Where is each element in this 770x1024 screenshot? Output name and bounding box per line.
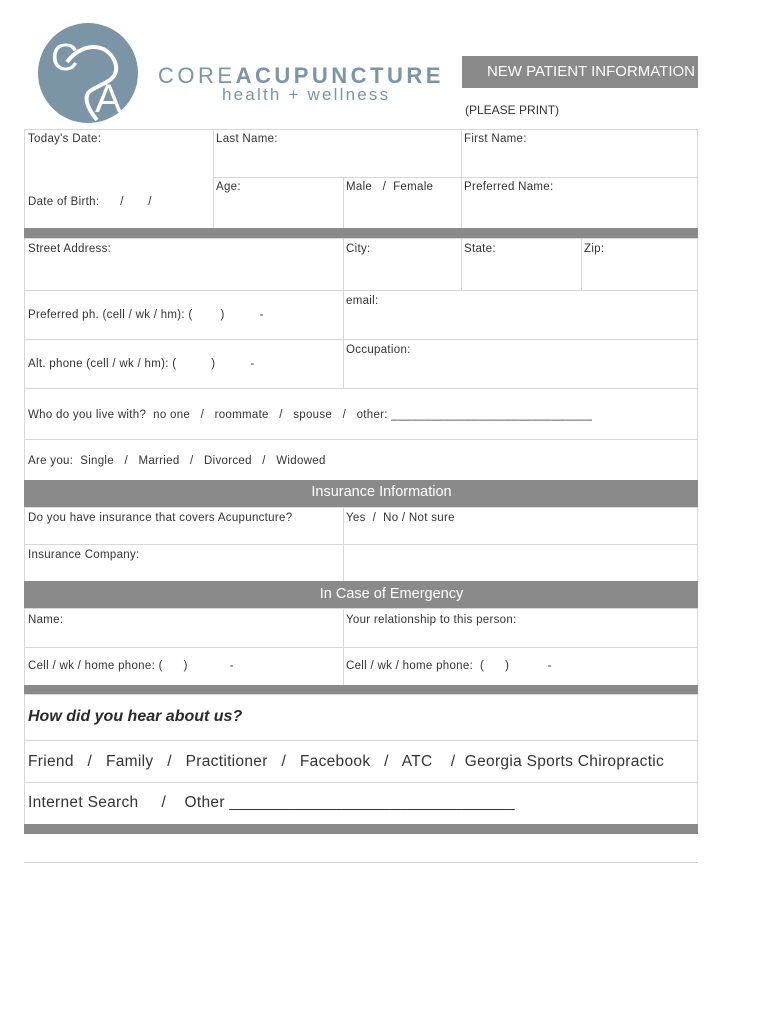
todays-date-label: Today's Date: [28, 133, 102, 145]
preferred-name-label: Preferred Name: [464, 181, 554, 193]
logo-letter-a: A [95, 77, 122, 121]
zip-label: Zip: [584, 243, 605, 255]
live-with-label: Who do you live with? no one / roommate / spouse / other: ______________________________ [28, 409, 593, 421]
footer-band [24, 824, 698, 834]
age-label: Age: [216, 181, 241, 193]
emergency-relationship-label: Your relationship to this person: [346, 614, 517, 626]
emergency-name-label: Name: [28, 614, 64, 626]
emergency-phone-right-label: Cell / wk / home phone: ( ) - [346, 660, 552, 672]
insurance-company-label: Insurance Company: [28, 549, 140, 561]
occupation-label: Occupation: [346, 344, 411, 356]
gender-label: Male / Female [346, 181, 434, 193]
brand-name-bold: ACUPUNCTURE [235, 63, 444, 88]
bottom-rule [24, 862, 698, 863]
form-title: NEW PATIENT INFORMATION [486, 63, 695, 80]
insurance-company-field[interactable] [343, 544, 698, 582]
first-name-label: First Name: [464, 133, 527, 145]
street-address-label: Street Address: [28, 243, 112, 255]
core-acupuncture-logo-icon [37, 22, 139, 124]
email-cell[interactable] [343, 290, 698, 340]
emergency-section-title: In Case of Emergency [319, 586, 464, 602]
referral-options-line-2[interactable]: Internet Search / Other ________________________________ [28, 794, 515, 811]
state-label: State: [464, 243, 496, 255]
insurance-section-title: Insurance Information [311, 484, 452, 500]
referral-options-line-1[interactable]: Friend / Family / Practitioner / Facebook / ATC / Georgia Sports Chiropractic [28, 753, 665, 770]
marital-status-label: Are you: Single / Married / Divorced / Widowed [28, 455, 326, 467]
emergency-name-cell[interactable] [24, 608, 344, 648]
logo-letter-c: C [51, 37, 79, 79]
form-subtitle: (PLEASE PRINT) [465, 103, 560, 117]
dob-label: Date of Birth: / / [28, 196, 152, 208]
brand-name-light: CORE [158, 63, 236, 88]
last-name-label: Last Name: [216, 133, 278, 145]
insurance-question-label: Do you have insurance that covers Acupuncture? [28, 512, 293, 524]
email-label: email: [346, 295, 379, 307]
brand-tagline: health + wellness [222, 85, 391, 104]
emergency-phone-left-label: Cell / wk / home phone: ( ) - [28, 660, 234, 672]
insurance-options[interactable]: Yes / No / Not sure [346, 512, 455, 524]
referral-question: How did you hear about us? [28, 708, 243, 725]
preferred-phone-label: Preferred ph. (cell / wk / hm): ( ) - [28, 309, 264, 321]
city-label: City: [346, 243, 371, 255]
alt-phone-label: Alt. phone (cell / wk / hm): ( ) - [28, 358, 255, 370]
